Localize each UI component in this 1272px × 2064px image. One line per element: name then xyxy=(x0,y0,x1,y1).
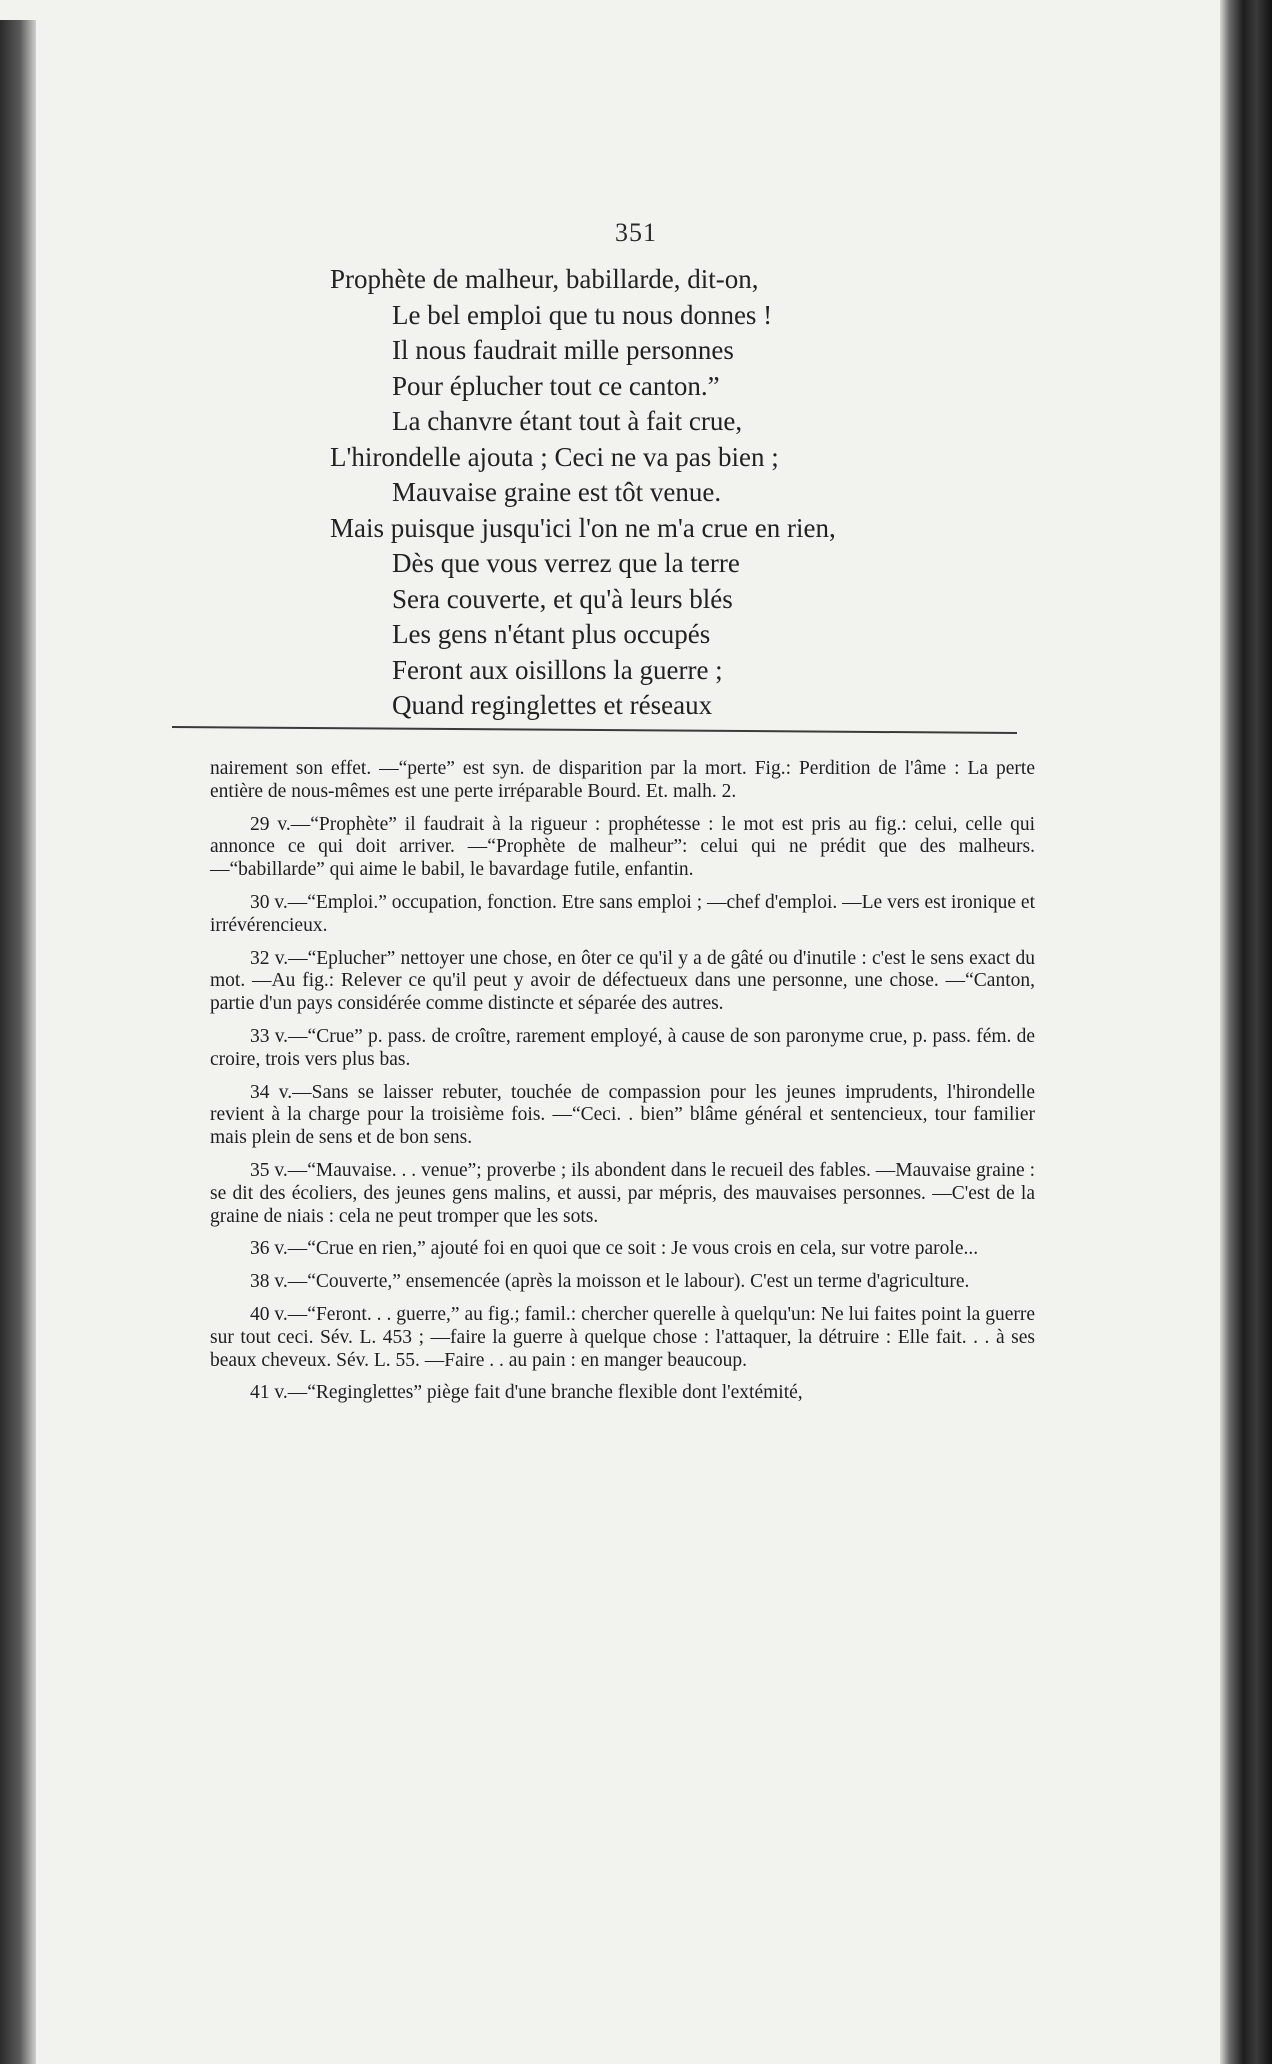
verse-line: Prophète de malheur, babillarde, dit-on, xyxy=(330,264,759,294)
verse-line: Mauvaise graine est tôt venue. xyxy=(392,477,722,507)
footnote xyxy=(210,1026,1035,1072)
footnote xyxy=(210,1082,1035,1150)
footnote-text: 36 v.—“Crue en rien,” ajouté foi en quoi que ce soit : Je vous crois en cela, sur votre parole... xyxy=(250,1238,979,1260)
footnote-text: 30 v.—“Emploi.” occupation, fonction. Etre sans emploi ; —chef d'emploi. —Le vers est ironique et irrévérencieux. xyxy=(210,891,1035,936)
verse-line: Mais puisque jusqu'ici l'on ne m'a crue en rien, xyxy=(330,512,836,543)
footnote-text: 33 v.—“Crue” p. pass. de croître, rarement employé, à cause de son paronyme crue, p. pass. fém. de croire, trois vers plus bas. xyxy=(210,1025,1035,1070)
verse-line: Le bel emploi que tu nous donnes ! xyxy=(392,299,773,330)
verse-line: Sera couverte, et qu'à leurs blés xyxy=(392,583,733,614)
verse-line: Il nous faudrait mille personnes xyxy=(392,335,734,365)
verse-line: Dès que vous verrez que la terre xyxy=(392,548,740,578)
footnotes xyxy=(210,758,1035,1415)
footnote-divider xyxy=(172,726,1017,734)
footnote-text: 35 v.—“Mauvaise. . . venue”; proverbe ; ils abondent dans le recueil des fables. —Mauvaise graine : se dit des écoliers, des jeunes gens malins, et aussi, par mépris, des mauvaises personnes. —C'est de la graine de niais : cela ne peut tromper que les sots. xyxy=(210,1159,1035,1227)
page-left-edge xyxy=(0,20,36,2064)
footnote xyxy=(210,1160,1035,1228)
verse-line: L'hirondelle ajouta ; Ceci ne va pas bien ; xyxy=(330,441,779,472)
footnote xyxy=(210,758,1035,804)
page-number: 351 xyxy=(615,218,657,247)
footnote-text: 41 v.—“Reginglettes” piège fait d'une branche flexible dont l'extémité, xyxy=(250,1382,803,1404)
footnote-text: nairement son effet. —“perte” est syn. de disparition par la mort. Fig.: Perdition de l'âme : La perte entière de nous-mêmes est une perte irréparable Bourd. Et. malh. 2. xyxy=(210,758,1035,802)
verse-line: Pour éplucher tout ce canton.” xyxy=(392,370,720,401)
verse-line: Feront aux oisillons la guerre ; xyxy=(392,654,723,685)
footnote xyxy=(210,1382,1035,1405)
verse-block xyxy=(330,262,970,724)
footnote-text: 38 v.—“Couverte,” ensemencée (après la moisson et le labour). C'est un terme d'agriculture. xyxy=(250,1271,970,1293)
footnote xyxy=(210,1304,1035,1372)
verse-line: Les gens n'étant plus occupés xyxy=(392,619,711,649)
footnote xyxy=(210,1271,1035,1294)
footnote-text: 32 v.—“Eplucher” nettoyer une chose, en ôter ce qu'il y a de gâté ou d'inutile : c'est le sens exact du mot. —Au fig.: Relever ce qu'il peut y avoir de défectueux dans une personne, une chose. —“Canton, partie d'un pays considérée comme distincte et séparée des autres. xyxy=(210,947,1035,1015)
verse-line: La chanvre étant tout à fait crue, xyxy=(392,406,743,436)
verse-line: Quand reginglettes et réseaux xyxy=(392,690,713,720)
book-spine-edge xyxy=(1220,0,1272,2064)
footnote xyxy=(210,892,1035,938)
footnote xyxy=(210,814,1035,882)
footnote-text: 40 v.—“Feront. . . guerre,” au fig.; famil.: chercher querelle à quelqu'un: Ne lui faites point la guerre sur tout ceci. Sév. L. 453 ; —faire la guerre à quelque chose : l'attaquer, la détruire : Elle fait. . . à ses beaux cheveux. Sév. L. 55. —Faire . . au pain : en manger beaucoup. xyxy=(210,1303,1035,1371)
footnote-text: 29 v.—“Prophète” il faudrait à la rigueur : prophétesse : le mot est pris au fig.: celui, celle qui annonce ce qui doit arriver. —“Prophète de malheur”: celui qui ne prédit que des malheurs. —“babillarde” qui aime le babil, le bavardage futile, enfantin. xyxy=(210,813,1035,881)
footnote xyxy=(210,948,1035,1016)
footnote-text: 34 v.—Sans se laisser rebuter, touchée de compassion pour les jeunes imprudents, l'hirondelle revient à la charge pour la troisième fois. —“Ceci. . bien” blâme général et sentencieux, tour familier mais plein de sens et de bon sens. xyxy=(210,1081,1035,1149)
footnote xyxy=(210,1238,1035,1261)
